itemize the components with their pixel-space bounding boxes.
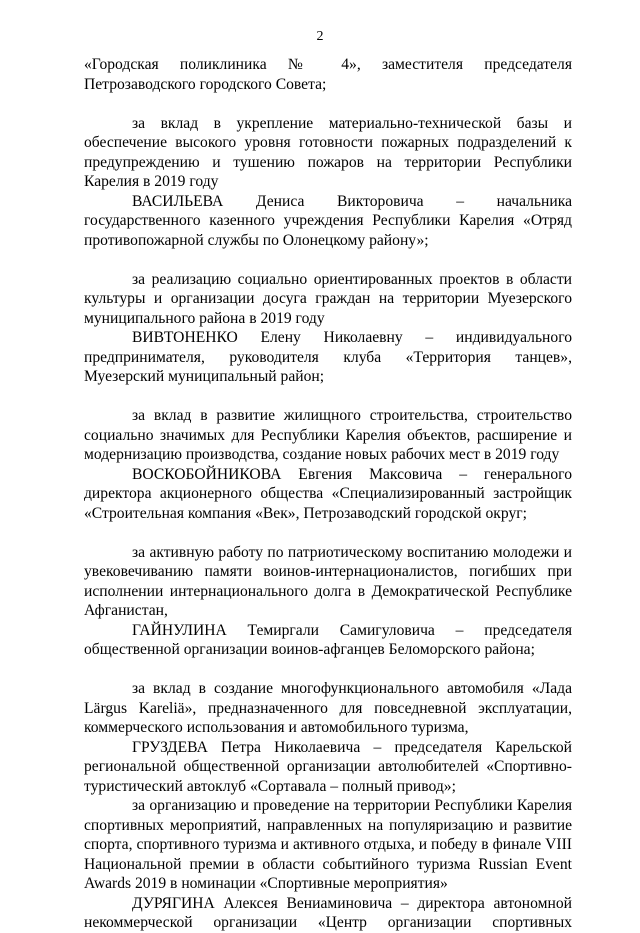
paragraph: ВАСИЛЬЕВА Дениса Викторовича – начальника государственного казенного учреждения Республики Карелия «Отряд противопожарной службы по Олонецкому району»; <box>84 192 572 249</box>
paragraph-spacer <box>84 523 572 543</box>
paragraph: за вклад в развитие жилищного строительства, строительство социально значимых для Республики Карелия объектов, расширение и модернизацию производства, создание новых рабочих мест в 2019 году <box>84 407 572 463</box>
page-number: 2 <box>316 29 324 44</box>
paragraph: за активную работу по патриотическому воспитанию молодежи и увековечиванию памяти воинов-интернационалистов, погибших при исполнении интернационального долга в Демократической Республике Афганистан, <box>84 543 572 619</box>
paragraph: «Городская поликлиника № 4», заместителя председателя Петрозаводского городского Совета; <box>84 56 572 93</box>
paragraph: ГАЙНУЛИНА Темиргали Самигуловича – председателя общественной организации воинов-афганцев Беломорского района; <box>84 621 572 658</box>
paragraph-spacer <box>84 250 572 270</box>
paragraph: за организацию и проведение на территории Республики Карелия спортивных мероприятий, направленных на популяризацию и развитие спорта, спортивного туризма и активного отдыха, и победу в финале VIII Национальной премии в области событийного туризма Russian Event Awards 2019 в номинации «Спортивные мероприятия» <box>84 797 572 892</box>
paragraph: за реализацию социально ориентированных проектов в области культуры и организации досуга граждан на территории Муезерского муниципального района в 2019 году <box>84 270 572 327</box>
paragraph: ВОСКОБОЙНИКОВА Евгения Максовича – генерального директора акционерного общества «Специализированный застройщик «Строительная компания «Век», Петрозаводский городской округ; <box>84 465 572 522</box>
paragraph-spacer <box>84 94 572 114</box>
paragraph: за вклад в создание многофункционального автомобиля «Лада Lärgus Kareliä», предназначенного для повседневной эксплуатации, коммерческого использования и автомобильного туризма, <box>84 680 572 736</box>
paragraph: за вклад в укрепление материально-технической базы и обеспечение высокого уровня готовности пожарных подразделений к предупреждению и тушению пожаров на территории Республики Карелия в 2019 году <box>84 114 572 190</box>
paragraph: ГРУЗДЕВА Петра Николаевича – председателя Карельской региональной общественной организации автолюбителей «Спортивно-туристический автоклуб «Сортавала – полный привод»; <box>84 738 572 795</box>
paragraph-spacer <box>84 387 572 407</box>
paragraph: ВИВТОНЕНКО Елену Николаевну – индивидуального предпринимателя, руководителя клуба «Территория танцев», Муезерский муниципальный район; <box>84 329 572 385</box>
document-body <box>84 55 572 933</box>
paragraph: ДУРЯГИНА Алексея Вениаминовича – директора автономной некоммерческой организации «Центр организации спортивных <box>84 894 572 931</box>
paragraph-spacer <box>84 660 572 680</box>
